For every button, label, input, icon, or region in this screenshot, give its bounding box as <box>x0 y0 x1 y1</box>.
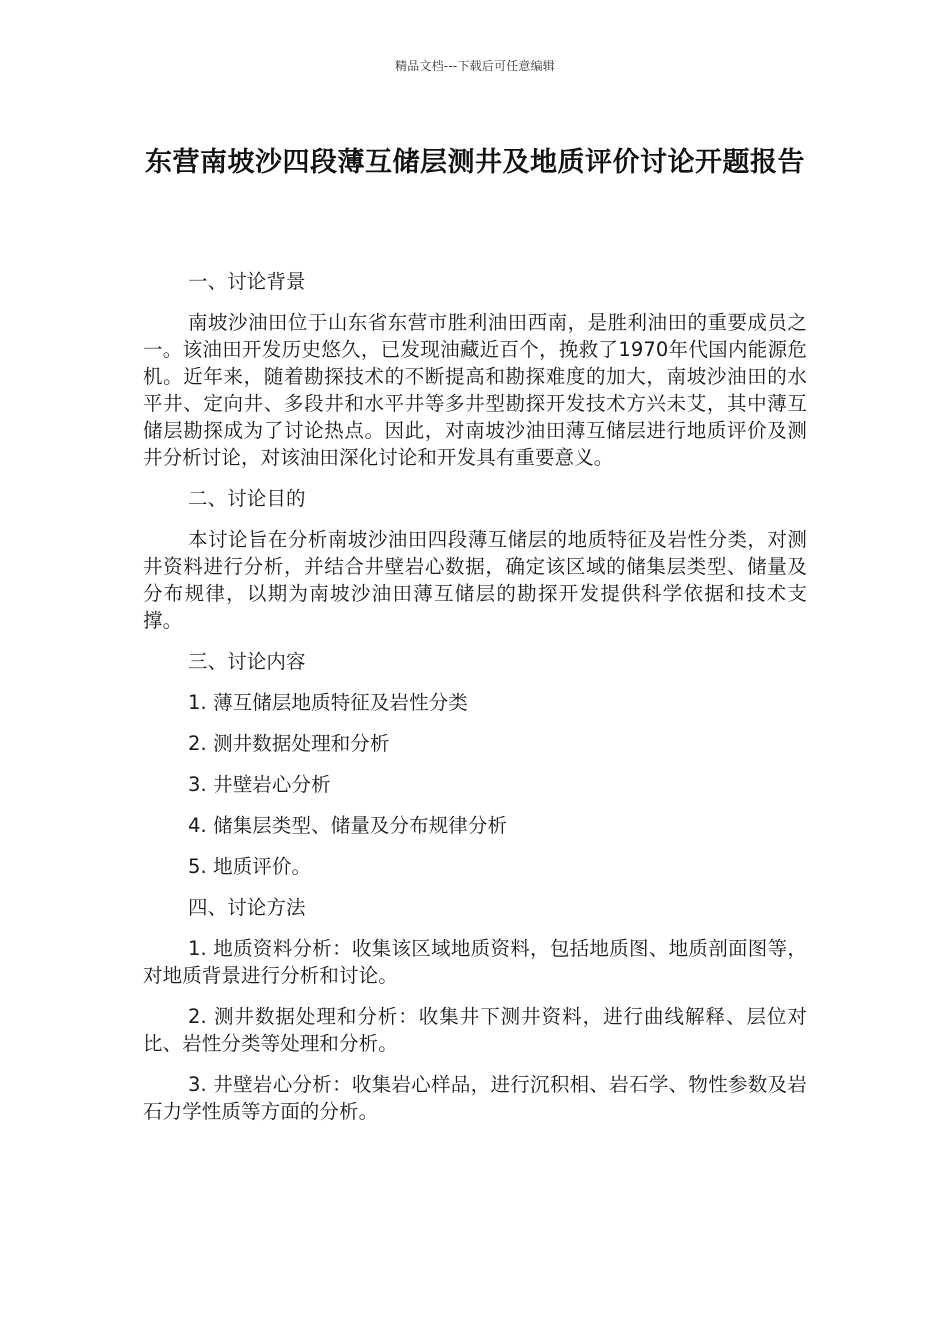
paragraph-purpose: 本讨论旨在分析南坡沙油田四段薄互储层的地质特征及岩性分类，对测井资料进行分析，并结合井壁岩心数据，确定该区域的储集层类型、储量及分布规律，以期为南坡沙油田薄互储层的勘探开发提供科学依据和技术支撑。 <box>143 528 807 632</box>
document-title: 东营南坡沙四段薄互储层测井及地质评价讨论开题报告 <box>145 147 805 178</box>
paragraph-method-1: 1. 地质资料分析：收集该区域地质资料，包括地质图、地质剖面图等，对地质背景进行分析和讨论。 <box>143 937 807 987</box>
list-item-content-3: 3. 井壁岩心分析 <box>188 773 331 796</box>
header-note: 精品文档---下载后可任意编辑 <box>395 59 555 73</box>
paragraph-method-2: 2. 测井数据处理和分析：收集井下测井资料，进行曲线解释、层位对比、岩性分类等处理和分析。 <box>143 1005 807 1055</box>
section-heading-purpose: 二、讨论目的 <box>188 487 306 510</box>
section-heading-background: 一、讨论背景 <box>188 270 306 293</box>
document-body <box>143 268 807 1139</box>
list-item-content-4: 4. 储集层类型、储量及分布规律分析 <box>188 814 508 837</box>
paragraph-background: 南坡沙油田位于山东省东营市胜利油田西南，是胜利油田的重要成员之一。该油田开发历史悠久，已发现油藏近百个，挽救了1970年代国内能源危机。近年来，随着勘探技术的不断提高和勘探难度的加大，南坡沙油田的水平井、定向井、多段井和水平井等多井型勘探开发技术方兴未艾，其中薄互储层勘探成为了讨论热点。因此，对南坡沙油田薄互储层进行地质评价及测井分析讨论，对该油田深化讨论和开发具有重要意义。 <box>143 311 807 469</box>
section-heading-methods: 四、讨论方法 <box>188 896 306 919</box>
list-item-content-5: 5. 地质评价。 <box>188 855 312 878</box>
section-heading-content: 三、讨论内容 <box>188 650 306 673</box>
paragraph-method-3: 3. 井壁岩心分析：收集岩心样品，进行沉积相、岩石学、物性参数及岩石力学性质等方面的分析。 <box>143 1073 807 1123</box>
list-item-content-1: 1. 薄互储层地质特征及岩性分类 <box>188 691 468 714</box>
list-item-content-2: 2. 测井数据处理和分析 <box>188 732 390 755</box>
